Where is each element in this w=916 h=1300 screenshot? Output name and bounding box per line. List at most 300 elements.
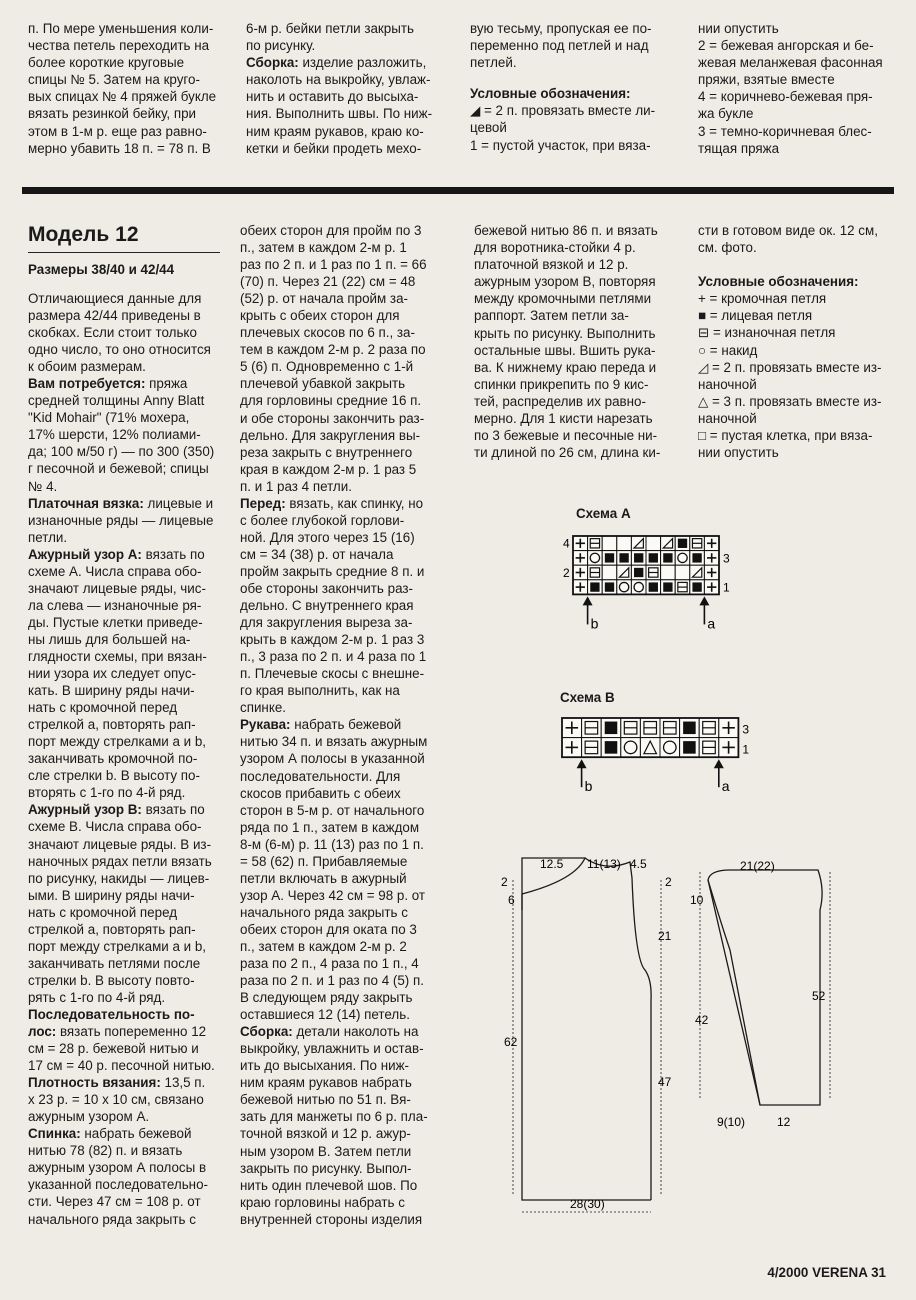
text-line (28, 887, 220, 904)
text-line (240, 478, 440, 495)
text-line: вую тесьму, пропуская ее по- (470, 21, 652, 36)
text-line: 2 = бежевая ангорская и бе- (698, 38, 874, 54)
section-label: лос: (28, 1024, 57, 1040)
text-line (28, 341, 220, 358)
text-line (240, 1125, 440, 1142)
text-span: обеих сторон для пройм по 3 (240, 223, 422, 238)
text-line (240, 904, 440, 921)
schema-cell (617, 551, 632, 566)
schema-cell (582, 718, 602, 738)
text-span: плечевой убавкой закрыть (240, 376, 406, 392)
text-span: Отличающиеся данные для (28, 291, 202, 306)
schema-cell (661, 536, 676, 551)
text-line (28, 1211, 220, 1228)
text-line (240, 1023, 440, 1040)
text-line: пряжи, взятые вместе (698, 72, 835, 88)
text-span: схеме В. Числа справа обо- (28, 819, 202, 835)
schema-cell (602, 536, 617, 551)
text-span: сторон в 5-м р. от начального (240, 802, 425, 818)
text-line (240, 733, 440, 750)
text-span: 13,5 п. (160, 1075, 206, 1091)
text-line (28, 682, 220, 699)
model-column-2 (240, 222, 440, 1228)
dim-top-right: 4.5 (630, 857, 647, 871)
schema-row-label: 1 (742, 742, 750, 757)
text-line: остальные швы. Вшить рука- (474, 342, 656, 358)
dim-top-left: 12.5 (540, 857, 564, 871)
text-line: 1 = пустой участок, при вяза- (470, 137, 651, 153)
text-line (28, 597, 220, 614)
text-line (28, 290, 220, 307)
text-span: нить один плечевой шов. По (240, 1177, 418, 1193)
schema-cell (621, 738, 641, 758)
schema-cell (699, 718, 719, 738)
text-line (28, 767, 220, 784)
text-line (240, 222, 440, 239)
text-line (240, 802, 440, 819)
text-line: Условные обозначения: (470, 86, 631, 102)
text-span: пройм закрыть средние 8 п. и (240, 563, 425, 579)
schema-cell (661, 565, 676, 580)
text-line (28, 426, 220, 443)
schema-cell (588, 551, 603, 566)
text-span: узор А. Через 42 см = 98 р. от (240, 887, 426, 903)
text-line (28, 307, 220, 324)
text-line (240, 427, 440, 444)
text-line (28, 1057, 220, 1074)
text-line: наночной (698, 410, 757, 426)
text-line (28, 495, 220, 512)
text-line: по 3 бежевые и песочные ни- (474, 428, 658, 444)
schema-cell (690, 536, 705, 551)
text-line (28, 529, 220, 546)
text-line (240, 785, 440, 802)
text-line (240, 989, 440, 1006)
text-span: лицевые и (143, 495, 214, 511)
text-line (28, 989, 220, 1006)
text-span: ить до высыхания. По ниж- (240, 1058, 409, 1074)
text-span: "Kid Mohair" (71% мохера, (28, 410, 190, 426)
text-span: узором А полосы в указанной (240, 751, 425, 767)
text-line (240, 580, 440, 597)
section-label: Плотность вязания: (28, 1075, 161, 1091)
text-line (240, 853, 440, 870)
text-line: жа букле (698, 106, 754, 122)
schema-cell (617, 580, 632, 595)
text-line (28, 1091, 220, 1108)
schema-cell (588, 536, 603, 551)
schema-cell (640, 718, 660, 738)
schema-cell (602, 551, 617, 566)
text-line (28, 955, 220, 972)
text-span: ряда по 1 п., затем в каждом (240, 819, 420, 835)
text-span: выкройку, увлажнить и остав- (240, 1041, 424, 1057)
section-label: Сборка: (246, 55, 299, 71)
text-line (28, 1006, 220, 1023)
dim-right-21: 21 (658, 929, 672, 943)
text-line (28, 1074, 220, 1091)
schema-row-label: 4 (563, 536, 570, 551)
schema-cell (680, 738, 700, 758)
text-line: ◢ = 2 п. провязать вместе ли- (470, 103, 656, 119)
text-line (240, 665, 440, 682)
schema-cell (601, 738, 621, 758)
text-line: наночной (698, 376, 757, 392)
text-line (240, 938, 440, 955)
text-line (240, 972, 440, 989)
text-span: ним краям рукавов набрать (240, 1075, 412, 1091)
schema-cell (562, 738, 582, 758)
text-span: см = 34 (38) р. от начала (240, 546, 394, 562)
text-span: зать для манжеты по 6 р. пла- (240, 1109, 428, 1125)
text-line: 3 = темно-коричневая блес- (698, 123, 872, 139)
text-line: крыть по рисунку. Выполнить (474, 325, 656, 341)
text-span: (52) р. от начала пройм за- (240, 291, 408, 307)
text-line (28, 818, 220, 835)
text-line (240, 1091, 440, 1108)
text-span: бежевой нитью по 51 п. Вя- (240, 1092, 411, 1108)
text-line: нии опустить (698, 21, 779, 36)
text-span: крыть с обеих сторон для (240, 308, 400, 324)
top-column-4 (698, 20, 894, 157)
text-span: пряжа (145, 376, 188, 392)
text-span: ыми. В ширину ряды начи- (28, 887, 195, 903)
text-span: п., затем в каждом 2-м р. 1 (240, 240, 407, 256)
text-line: наколоть на выкройку, увлаж- (246, 72, 431, 88)
text-line (28, 1159, 220, 1176)
text-span: ны лишь для большей на- (28, 631, 191, 647)
text-line (28, 580, 220, 597)
text-span: спинке. (240, 700, 286, 716)
text-line: 4 = коричнево-бежевая пря- (698, 89, 873, 105)
text-line (240, 358, 440, 375)
schema-cell (704, 551, 719, 566)
text-span: плечевых скосов по 6 п., за- (240, 325, 415, 341)
text-line (28, 853, 220, 870)
text-line (240, 341, 440, 358)
text-line (240, 631, 440, 648)
text-line (240, 307, 440, 324)
arrow-b (583, 596, 599, 631)
text-span: вязать по (141, 802, 205, 818)
text-span: стрелкой а, повторять рап- (28, 717, 196, 733)
text-line (28, 1040, 220, 1057)
text-line (240, 1006, 440, 1023)
text-line (240, 648, 440, 665)
schema-cell (690, 551, 705, 566)
text-span: для горловины средние 16 п. (240, 393, 422, 409)
text-line (240, 273, 440, 290)
text-line (240, 512, 440, 529)
text-line (240, 324, 440, 341)
text-line: ва. К нижнему краю переда и (474, 359, 657, 375)
text-line (28, 1108, 220, 1125)
text-span: 8-м (6-м) р. 11 (13) раз по 1 п. (240, 836, 424, 852)
text-span: нитью 34 п. и вязать ажурным (240, 734, 428, 750)
section-label: Сборка: (240, 1024, 293, 1040)
text-span: указанной последовательно- (28, 1177, 208, 1193)
text-span: да; 100 м/50 г) — по 300 (350) (28, 444, 215, 460)
text-span: точной вязкой и 12 р. ажур- (240, 1126, 411, 1142)
text-span: вязать, как спинку, но (285, 495, 424, 511)
text-span: размера 42/44 приведены в (28, 308, 201, 324)
text-line (28, 716, 220, 733)
text-span: глядности схемы, при вязан- (28, 648, 207, 664)
text-line: чества петель переходить на (28, 38, 210, 54)
text-span: реза закрыть с внутреннего (240, 444, 413, 460)
text-span: изнаночные ряды — лицевые (28, 512, 214, 528)
text-span: заканчивать петлями после (28, 955, 201, 971)
schema-cell (646, 580, 661, 595)
text-span: значают лицевые ряды, чис- (28, 580, 206, 596)
text-line (28, 938, 220, 955)
text-line (240, 375, 440, 392)
text-line (240, 1074, 440, 1091)
text-span: нать с кромочной перед (28, 904, 178, 920)
text-line (28, 443, 220, 460)
schema-cell (690, 565, 705, 580)
text-span: тем в каждом 2-м р. 2 раза по (240, 342, 426, 358)
schema-cell (631, 580, 646, 595)
text-span: начального ряда закрыть с (28, 1211, 196, 1227)
text-line (240, 529, 440, 546)
pattern-outline-right (585, 858, 651, 1200)
sleeve-pattern-diagram (690, 850, 850, 1140)
text-span: го края выполнить, как на (240, 683, 400, 699)
sleeve-dim-top: 21(22) (740, 859, 775, 873)
page-footer: 4/2000 VERENA 31 (767, 1265, 886, 1280)
dim-right-2: 2 (665, 875, 672, 889)
schema-cell (631, 551, 646, 566)
schema-cell (601, 718, 621, 738)
arrow-b (577, 759, 593, 794)
text-line (28, 648, 220, 665)
text-span: ды. Пустые клетки приведе- (28, 614, 203, 630)
text-line (240, 239, 440, 256)
text-line (240, 1211, 440, 1228)
schema-cell (631, 536, 646, 551)
schema-row-label: 2 (563, 565, 570, 580)
text-span: к обоим размерам. (28, 359, 146, 375)
schema-row-label: 3 (723, 551, 730, 566)
text-line: ⊟ = изнаночная петля (698, 325, 836, 341)
schema-cell (646, 565, 661, 580)
schema-cell (573, 565, 588, 580)
text-span: (70) п. Через 21 (22) см = 48 (240, 274, 416, 290)
text-line: жевая меланжевая фасонная (698, 55, 883, 71)
text-line: ния. Выполнить швы. По ниж- (246, 106, 433, 122)
text-line (240, 290, 440, 307)
text-line: этом в 1-м р. еще раз равно- (28, 123, 207, 139)
text-span: петли. (28, 529, 68, 545)
text-line: □ = пустая клетка, при вяза- (698, 428, 873, 444)
text-span: ла слева — изнаночные ря- (28, 597, 202, 613)
schema-cell (646, 551, 661, 566)
schema-cell (588, 565, 603, 580)
schema-cell (661, 580, 676, 595)
text-line: + = кромочная петля (698, 291, 827, 307)
top-column-1 (28, 20, 224, 157)
section-label: Спинка: (28, 1126, 81, 1142)
text-line: ним краям рукавов, краю ко- (246, 123, 424, 139)
text-line (28, 478, 220, 495)
text-line (28, 460, 220, 477)
model-column-3 (474, 222, 676, 461)
text-span: дельно. Для закругления вы- (240, 427, 421, 443)
text-line (28, 614, 220, 631)
text-span: нать с кромочной перед (28, 700, 178, 716)
text-line (240, 819, 440, 836)
section-label: Рукава: (240, 717, 291, 733)
text-line: для воротника-стойки 4 р. (474, 240, 636, 256)
text-span: 17% шерсти, 12% полиами- (28, 427, 201, 443)
text-line (28, 512, 220, 529)
schema-cell (704, 565, 719, 580)
text-span: ажурным узором А. (28, 1109, 150, 1125)
section-label: Последовательность по- (28, 1006, 195, 1022)
schema-cell (675, 580, 690, 595)
schema-cell (621, 718, 641, 738)
text-span: стрелкой а, повторять рап- (28, 921, 196, 937)
text-line: цевой (470, 120, 507, 136)
schema-cell (661, 551, 676, 566)
text-span: начального ряда закрыть с (240, 904, 408, 920)
text-line (240, 563, 440, 580)
text-line (240, 1160, 440, 1177)
text-span: x 23 р. = 10 x 10 см, связано (28, 1092, 204, 1108)
text-line: вых спицах № 4 пряжей букле (28, 89, 217, 105)
schema-a-title: Схема А (576, 506, 631, 521)
text-line (240, 699, 440, 716)
text-line (240, 887, 440, 904)
text-line: ажурным узором В, повторяя (474, 274, 656, 290)
schema-cell (660, 738, 680, 758)
text-line: спинки прикрепить по 9 кис- (474, 376, 649, 392)
text-line (240, 1194, 440, 1211)
text-span: закрыть по рисунку. Выпол- (240, 1160, 412, 1176)
schema-cell (675, 536, 690, 551)
text-line (28, 1023, 220, 1040)
schema-cell (675, 565, 690, 580)
dim-top-mid: 11(13) (587, 857, 621, 871)
schema-cell (617, 536, 632, 551)
text-span: ным узором В. Затем петли (240, 1143, 412, 1159)
schema-cell (675, 551, 690, 566)
text-span: ажурным узором А полосы в (28, 1160, 207, 1176)
text-span: раз по 2 п. и 1 раз по 1 п. = 66 (240, 257, 427, 273)
text-span: В следующем ряду закрыть (240, 990, 413, 1006)
section-label: Вам потребуется: (28, 376, 146, 392)
pattern-outline-left (522, 894, 651, 1200)
text-line: нить и оставить до высыха- (246, 89, 419, 105)
text-line: по рисунку. (246, 38, 316, 54)
text-span: 17 см = 40 р. песочной нитью. (28, 1058, 215, 1074)
text-span: сле стрелки b. В высоту по- (28, 768, 200, 784)
sleeve-dim-bottom-left: 9(10) (717, 1115, 746, 1129)
text-line (28, 324, 220, 341)
text-line: ○ = накид (698, 342, 758, 358)
text-line (28, 750, 220, 767)
text-span: изделие разложить, (298, 55, 427, 71)
text-line: 6-м р. бейки петли закрыть (246, 21, 414, 36)
text-line: между кромочными петлями (474, 291, 652, 307)
text-line: ■ = лицевая петля (698, 308, 813, 324)
text-line (28, 1176, 220, 1193)
text-line (240, 921, 440, 938)
dim-left-62: 62 (504, 1035, 518, 1049)
text-line (28, 1193, 220, 1210)
text-span: скосов прибавить с обеих (240, 785, 401, 801)
text-span: последовательности. Для (240, 768, 401, 784)
text-span: края в каждом 2-м р. 1 раз 5 (240, 461, 417, 477)
text-line (28, 870, 220, 887)
text-line (240, 836, 440, 853)
text-line (240, 444, 440, 461)
text-span: рять с 1-го по 4-й ряд. (28, 989, 166, 1005)
schema-cell (573, 580, 588, 595)
schema-cell (640, 738, 660, 758)
schema-cell (602, 565, 617, 580)
text-line: Условные обозначения: (698, 274, 859, 290)
svg-text:a: a (721, 778, 730, 794)
svg-text:a: a (707, 615, 716, 632)
text-span: сти. Через 47 см = 108 р. от (28, 1194, 201, 1210)
text-span: по рисунку, накиды — лицев- (28, 870, 210, 886)
text-line (28, 836, 220, 853)
text-span: оставшиеся 12 (14) петель. (240, 1007, 410, 1023)
text-span: с более глубокой горлови- (240, 512, 405, 528)
schema-row-label: 1 (723, 580, 730, 595)
schema-cell (704, 580, 719, 595)
text-line: ◿ = 2 п. провязать вместе из- (698, 359, 882, 375)
section-label: Ажурный узор А: (28, 546, 142, 562)
schema-cell (680, 718, 700, 738)
text-line (240, 256, 440, 273)
text-line (28, 631, 220, 648)
schema-cell (573, 536, 588, 551)
text-span: = 58 (62) п. Прибавляемые (240, 853, 408, 869)
text-span: порт между стрелками а и b, (28, 938, 207, 954)
text-span: внутренней стороны изделия (240, 1211, 423, 1227)
text-line: кетки и бейки продеть мехо- (246, 140, 422, 156)
text-line (240, 1108, 440, 1125)
text-span: детали наколоть на (292, 1024, 419, 1040)
text-line (28, 563, 220, 580)
text-line: △ = 3 п. провязать вместе из- (698, 393, 882, 409)
svg-text:b: b (590, 615, 599, 632)
text-span: стрелки b. В высоту повто- (28, 972, 195, 988)
text-line (28, 1142, 220, 1159)
svg-text:b: b (584, 778, 593, 794)
text-span: ной. Для этого через 15 (16) (240, 529, 415, 545)
text-line (240, 1040, 440, 1057)
text-span: порт между стрелками а и b, (28, 734, 207, 750)
text-span: дельно. С внутреннего края (240, 598, 414, 614)
text-span: п., затем в каждом 2-м р. 2 (240, 938, 407, 954)
text-line (28, 699, 220, 716)
text-line (28, 801, 220, 818)
model-column-4 (698, 222, 894, 461)
text-span: раза по 2 п. и 1 раз по 4 (5) п. (240, 973, 424, 989)
text-span: набрать бежевой (290, 717, 402, 733)
sleeve-dim-42: 42 (695, 1013, 709, 1027)
text-span: г песочной и бежевой; спицы (28, 461, 209, 477)
schema-cell (588, 580, 603, 595)
body-pattern-diagram (495, 850, 695, 1220)
text-line (240, 768, 440, 785)
section-label: Платочная вязка: (28, 495, 144, 511)
text-line: см. фото. (698, 240, 757, 256)
